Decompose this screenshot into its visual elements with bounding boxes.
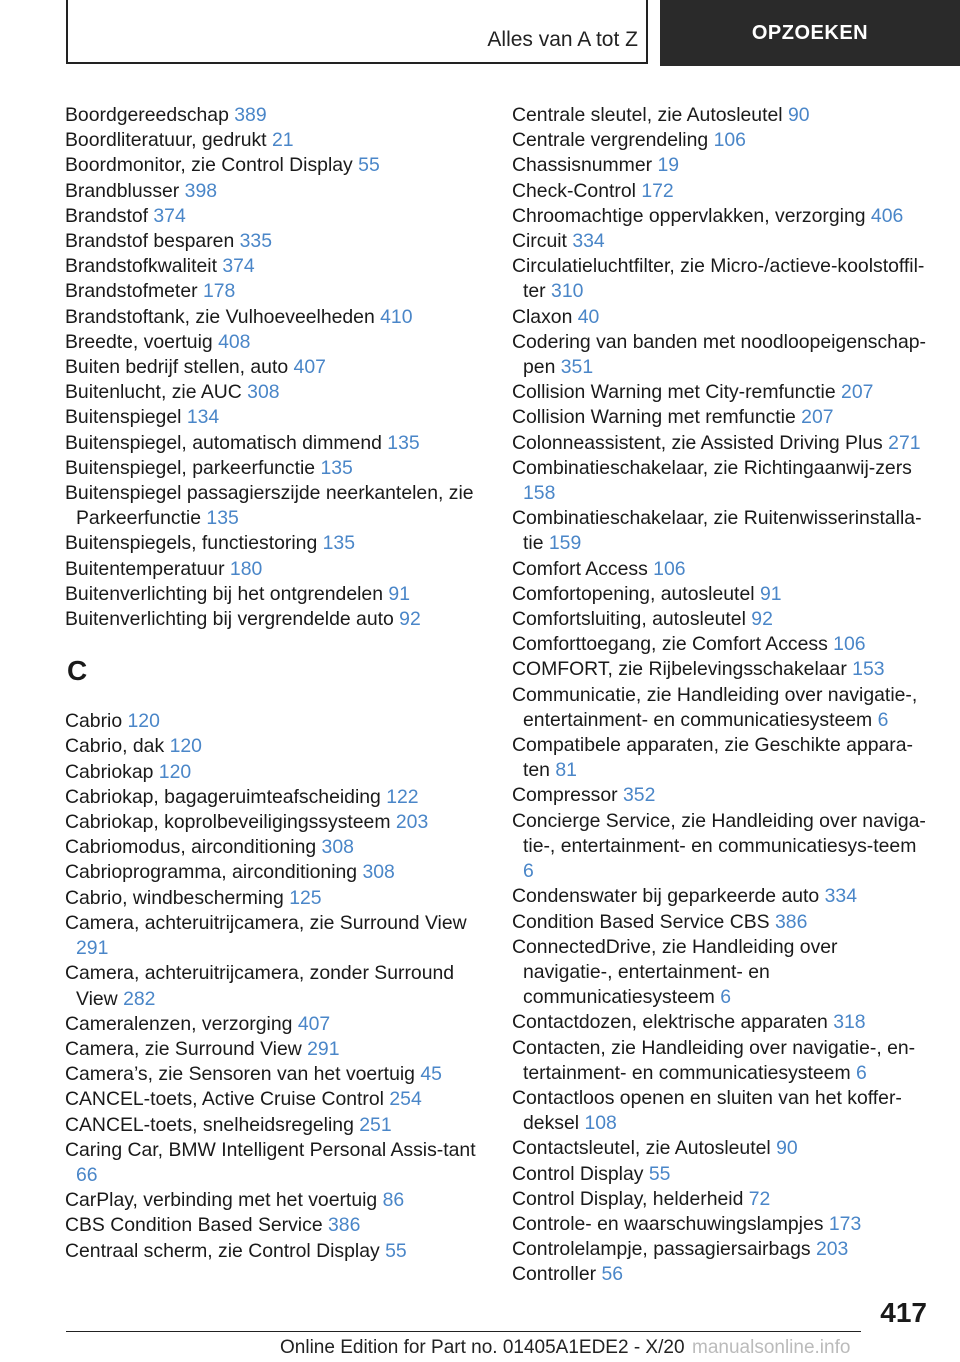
page-number: 417: [880, 1297, 927, 1328]
index-entry-text: Brandstof besparen: [65, 230, 235, 253]
index-entry: [512, 330, 932, 380]
page-reference-link[interactable]: 406: [870, 204, 904, 227]
page-reference-link[interactable]: 407: [297, 1012, 331, 1035]
index-entry-text: Contactsleutel, zie Autosleutel: [512, 1137, 771, 1160]
index-entry: [512, 128, 932, 153]
page-reference-link[interactable]: 374: [222, 255, 255, 278]
index-entry-text: Cabrio: [65, 710, 123, 733]
index-entry: [65, 431, 495, 456]
page-reference-link[interactable]: 352: [623, 784, 656, 807]
page-reference-link[interactable]: 135: [322, 532, 355, 555]
index-entry: [512, 1212, 932, 1237]
index-entry: [512, 506, 932, 556]
index-entry: [512, 405, 932, 430]
index-entry-text: Brandstoftank, zie Vulhoeveelheden: [65, 305, 375, 328]
page-reference-link[interactable]: 122: [386, 785, 419, 808]
index-entry: [65, 709, 495, 734]
page-reference-link[interactable]: 91: [388, 582, 410, 605]
page-reference-link[interactable]: 335: [239, 230, 272, 253]
index-entry-text: Codering van banden met noodloopeigenschap-pen: [512, 330, 926, 379]
index-entry-text: Collision Warning met City-remfunctie: [512, 381, 836, 404]
index-entry: [65, 204, 495, 229]
index-entry-text: Buitenspiegel passagierszijde neerkantelen, zie Parkeerfunctie: [65, 482, 474, 530]
index-entry-text: Controlelampje, passagiersairbags: [512, 1238, 811, 1261]
index-entry-text: Camera, zie Surround View: [65, 1037, 302, 1060]
index-entry: [512, 1262, 932, 1287]
page-reference-link[interactable]: 398: [184, 179, 218, 202]
page-reference-link[interactable]: 134: [186, 406, 220, 429]
index-entry: [512, 153, 932, 178]
index-entry: [512, 657, 932, 682]
page-header: [0, 0, 960, 66]
page-reference-link[interactable]: 6: [856, 1061, 867, 1084]
page-reference-link[interactable]: 6: [877, 708, 889, 731]
index-letter-heading: C: [67, 655, 88, 687]
index-entry-text: Cabrioprogramma, airconditioning: [65, 861, 358, 884]
index-entry: [65, 305, 495, 330]
index-entry-text: Concierge Service, zie Handleiding over naviga-tie-, entertainment- en communicatiesys-teem: [512, 809, 926, 857]
index-entry: [512, 582, 932, 607]
index-entry-text: Brandstofmeter: [65, 280, 198, 303]
index-entry-text: Cabrio, windbescherming: [65, 886, 284, 909]
index-entry: [65, 582, 495, 607]
index-entry-text: Condition Based Service CBS: [512, 910, 770, 933]
index-entry-text: Claxon: [512, 305, 573, 328]
index-entry-text: Buitenlucht, zie AUC: [65, 381, 242, 404]
page-reference-link[interactable]: 153: [852, 658, 885, 681]
index-entry-text: CANCEL-toets, Active Cruise Control: [65, 1088, 384, 1111]
index-entry: [512, 1237, 932, 1262]
index-entry: [512, 456, 932, 506]
index-entry-text: Combinatieschakelaar, zie Richtingaanwij-zers: [512, 456, 912, 479]
index-entry-text: Centraal scherm, zie Control Display: [65, 1239, 380, 1262]
index-entry-text: Cabriokap: [65, 760, 154, 783]
index-entry: [65, 607, 495, 632]
index-entry-text: CANCEL-toets, snelheidsregeling: [65, 1113, 354, 1136]
index-entry-text: Compressor: [512, 784, 618, 807]
index-entry: [512, 305, 932, 330]
page-reference-link[interactable]: 19: [657, 154, 680, 177]
page-footer: [0, 1337, 960, 1362]
page-reference-link[interactable]: 351: [560, 356, 594, 379]
index-entry: [512, 733, 932, 783]
index-entry-text: Circulatieluchtfilter, zie Micro-/actieve-koolstoffil-ter: [512, 255, 925, 303]
footer-edition-text: Online Edition for Part no. 01405A1EDE2 - X/20: [280, 1337, 685, 1358]
index-entry-text: Colonneassistent, zie Assisted Driving Plus: [512, 431, 883, 454]
page-reference-link[interactable]: 407: [293, 356, 326, 379]
index-entry-text: Comfortsluiting, autosleutel: [512, 608, 746, 631]
index-entry: [65, 456, 495, 481]
page-reference-link[interactable]: 310: [551, 280, 584, 303]
page-reference-link[interactable]: 207: [801, 406, 834, 429]
index-entry: [65, 810, 495, 835]
index-entry-text: Centrale sleutel, zie Autosleutel: [512, 104, 783, 126]
index-entry: [512, 1162, 932, 1187]
page-reference-link[interactable]: 106: [653, 557, 686, 580]
index-entry: [512, 557, 932, 582]
index-entry-text: Communicatie, zie Handleiding over navigatie-, entertainment- en communicatiesysteem: [512, 683, 918, 731]
index-entry: [65, 1062, 495, 1087]
index-entry: [512, 1010, 932, 1035]
index-entry-text: Comforttoegang, zie Comfort Access: [512, 633, 828, 656]
index-entry-text: Boordmonitor, zie Control Display: [65, 154, 353, 177]
page-reference-link[interactable]: 308: [362, 861, 395, 884]
index-entry-text: Cameralenzen, verzorging: [65, 1012, 293, 1035]
index-entry-text: Check-Control: [512, 179, 636, 202]
index-entry: [65, 254, 495, 279]
index-entry-text: COMFORT, zie Rijbelevingsschakelaar: [512, 658, 847, 681]
index-entry: [65, 557, 495, 582]
page-reference-link[interactable]: 308: [247, 381, 280, 404]
index-entry-text: CBS Condition Based Service: [65, 1214, 323, 1237]
index-entry-text: Cabriokap, koprolbeveiligingssysteem: [65, 811, 391, 834]
page-reference-link[interactable]: 334: [824, 885, 857, 908]
index-entry: [65, 355, 495, 380]
index-entry-text: Controle- en waarschuwingslampjes: [512, 1212, 824, 1235]
index-entry: [65, 1087, 495, 1112]
index-entry: [65, 860, 495, 885]
index-entry-text: Brandstof: [65, 204, 148, 227]
page-reference-link[interactable]: 408: [218, 330, 251, 353]
index-entry: [512, 632, 932, 657]
index-entry: [512, 1136, 932, 1161]
index-entry: [65, 531, 495, 556]
index-entry: [65, 153, 495, 178]
index-entry: [65, 128, 495, 153]
index-entry-text: Controller: [512, 1263, 597, 1286]
page-reference-link[interactable]: 203: [395, 811, 429, 834]
index-entry: [512, 254, 932, 304]
index-entry-text: Caring Car, BMW Intelligent Personal Assis-tant: [65, 1138, 476, 1161]
index-entry-text: Collision Warning met remfunctie: [512, 406, 796, 429]
index-entry: [65, 279, 495, 304]
page-reference-link[interactable]: 308: [321, 836, 354, 859]
index-entry-text: Buitenspiegel, parkeerfunctie: [65, 456, 316, 479]
index-entry: [512, 103, 932, 128]
index-entry: [512, 809, 932, 885]
index-entry-text: Contactloos openen en sluiten van het koffer-deksel: [512, 1086, 902, 1135]
index-column-right: [512, 103, 932, 1288]
page-reference-link[interactable]: 172: [641, 179, 674, 202]
index-entry-text: Cabriomodus, airconditioning: [65, 836, 317, 859]
index-entry-text: Chroomachtige oppervlakken, verzorging: [512, 204, 866, 227]
index-entry-text: Buitenverlichting bij het ontgrendelen: [65, 582, 384, 605]
page-reference-link[interactable]: 180: [229, 557, 263, 580]
page-reference-link[interactable]: 125: [289, 886, 322, 909]
index-entry-text: ConnectedDrive, zie Handleiding over navigatie-, entertainment- en communicatiesysteem: [512, 935, 838, 1009]
index-entry-text: Cabriokap, bagageruimteafscheiding: [65, 785, 381, 808]
page-reference-link[interactable]: 81: [555, 759, 577, 782]
page-reference-link[interactable]: 91: [759, 582, 782, 605]
index-entry-text: Condenswater bij geparkeerde auto: [512, 885, 820, 908]
page-reference-link[interactable]: 410: [380, 305, 413, 328]
index-entry-text: Control Display: [512, 1162, 644, 1185]
footer-watermark: manualsonline.info: [692, 1337, 851, 1358]
index-entry: [65, 1213, 495, 1238]
index-entry-text: Breedte, voertuig: [65, 330, 213, 353]
page-reference-link[interactable]: 106: [833, 633, 866, 656]
index-entry-text: Camera’s, zie Sensoren van het voertuig: [65, 1063, 415, 1086]
index-entry: [65, 1012, 495, 1037]
index-entry: [65, 179, 495, 204]
page-reference-link[interactable]: 389: [234, 104, 267, 126]
index-entry-text: Centrale vergrendeling: [512, 129, 709, 152]
index-entry: [65, 911, 495, 961]
index-entry-text: Camera, achteruitrijcamera, zie Surround View: [65, 911, 467, 934]
index-entry: [512, 910, 932, 935]
section-title: Alles van A tot Z: [487, 28, 638, 51]
index-entry: [65, 1113, 495, 1138]
page-reference-link[interactable]: 318: [833, 1011, 866, 1034]
index-entry: [512, 1036, 932, 1086]
page-reference-link[interactable]: 21: [271, 129, 294, 152]
index-entry-text: Comfort Access: [512, 557, 648, 580]
page-reference-link[interactable]: 56: [601, 1263, 624, 1286]
index-entry: [65, 1037, 495, 1062]
page-reference-link[interactable]: 207: [841, 381, 874, 404]
opzoeken-tab[interactable]: OPZOEKEN: [660, 0, 960, 66]
page-reference-link[interactable]: 120: [169, 735, 202, 758]
index-entry-text: Buitenspiegel: [65, 406, 182, 429]
index-entry: [512, 1086, 932, 1136]
page-reference-link[interactable]: 40: [577, 305, 600, 328]
page-reference-link[interactable]: 135: [320, 456, 353, 479]
page-reference-link[interactable]: 55: [385, 1239, 407, 1262]
page-reference-link[interactable]: 90: [776, 1137, 798, 1160]
page-reference-link[interactable]: 66: [76, 1163, 98, 1186]
page-reference-link[interactable]: 135: [387, 431, 420, 454]
index-entry: [65, 785, 495, 810]
page-reference-link[interactable]: 120: [158, 760, 192, 783]
index-entry-text: Buitenverlichting bij vergrendelde auto: [65, 608, 394, 631]
page-reference-link[interactable]: 374: [153, 204, 186, 227]
index-entry: [65, 1138, 495, 1188]
page-reference-link[interactable]: 92: [751, 608, 773, 631]
index-entry-text: Brandblusser: [65, 179, 180, 202]
index-entry-text: Buitentemperatuur: [65, 557, 225, 580]
page-reference-link[interactable]: 386: [775, 910, 808, 933]
page-reference-link[interactable]: 386: [328, 1214, 361, 1237]
page-reference-link[interactable]: 55: [358, 154, 380, 177]
index-entry: [65, 481, 495, 531]
page-reference-link[interactable]: 92: [399, 608, 421, 631]
index-entry: [512, 683, 932, 733]
index-entry: [512, 179, 932, 204]
index-entry: [512, 935, 932, 1011]
page-reference-link[interactable]: 106: [713, 129, 746, 152]
index-entry-text: Buitenspiegel, automatisch dimmend: [65, 431, 382, 454]
page-reference-link[interactable]: 334: [572, 230, 605, 253]
index-entry-text: Combinatieschakelaar, zie Ruitenwisserinstalla-tie: [512, 507, 922, 555]
index-entry: [512, 783, 932, 808]
index-entry: [65, 229, 495, 254]
page-reference-link[interactable]: 291: [76, 937, 109, 960]
page-reference-link[interactable]: 173: [828, 1212, 862, 1235]
page-reference-link[interactable]: 291: [307, 1037, 340, 1060]
index-entry: [512, 1187, 932, 1212]
page-reference-link[interactable]: 72: [748, 1187, 771, 1210]
index-entry: [512, 431, 932, 456]
index-entry-text: Compatibele apparaten, zie Geschikte appara-ten: [512, 734, 913, 782]
index-entry: [65, 1239, 495, 1264]
page-reference-link[interactable]: 6: [523, 860, 534, 883]
page-reference-link[interactable]: 203: [815, 1238, 849, 1261]
index-entry: [65, 835, 495, 860]
index-entry-text: Control Display, helderheid: [512, 1187, 744, 1210]
index-entry: [65, 734, 495, 759]
page-reference-link[interactable]: 90: [787, 104, 810, 126]
index-entry-text: Cabrio, dak: [65, 735, 165, 758]
index-entry: [65, 886, 495, 911]
index-entry: [65, 760, 495, 785]
page-reference-link[interactable]: 282: [123, 987, 156, 1010]
index-entry-text: Camera, achteruitrijcamera, zonder Surround View: [65, 962, 455, 1010]
page-reference-link[interactable]: 159: [548, 532, 582, 555]
index-column-left: [65, 103, 495, 1264]
page-reference-link[interactable]: 45: [420, 1063, 442, 1086]
index-entry-text: Comfortopening, autosleutel: [512, 582, 755, 605]
index-entry-text: Brandstofkwaliteit: [65, 255, 217, 278]
index-entry: [65, 961, 495, 1011]
index-entry: [512, 380, 932, 405]
index-entry: [65, 103, 495, 128]
index-entry-text: Boordliteratuur, gedrukt: [65, 129, 267, 152]
index-entry-text: Chassisnummer: [512, 154, 653, 177]
index-entry: [512, 884, 932, 909]
page-reference-link[interactable]: 254: [389, 1088, 422, 1111]
page-reference-link[interactable]: 271: [888, 431, 921, 454]
page-reference-link[interactable]: 6: [720, 986, 732, 1009]
index-entry: [65, 330, 495, 355]
page-reference-link[interactable]: 108: [584, 1112, 617, 1135]
page-reference-link[interactable]: 135: [206, 507, 239, 530]
page-reference-link[interactable]: 178: [202, 280, 236, 303]
index-entry-text: Buitenspiegels, functiestoring: [65, 532, 318, 555]
index-entry-text: CarPlay, verbinding met het voertuig: [65, 1189, 378, 1212]
page-reference-link[interactable]: 158: [523, 482, 556, 505]
index-entry-text: Contactdozen, elektrische apparaten: [512, 1011, 828, 1034]
index-entry: [65, 405, 495, 430]
index-entry-text: Boordgereedschap: [65, 104, 229, 126]
index-entry: [65, 380, 495, 405]
index-entry: [512, 607, 932, 632]
page-reference-link[interactable]: 120: [127, 710, 160, 733]
index-entry-text: Buiten bedrijf stellen, auto: [65, 356, 289, 379]
page-reference-link[interactable]: 86: [382, 1189, 405, 1212]
index-entry: [512, 204, 932, 229]
page-reference-link[interactable]: 55: [648, 1162, 671, 1185]
index-entry: [65, 1188, 495, 1213]
page-reference-link[interactable]: 251: [359, 1113, 392, 1136]
index-entry: [512, 229, 932, 254]
index-entry-text: Circuit: [512, 230, 567, 253]
footer-divider: [66, 1331, 861, 1332]
index-entry-text: Contacten, zie Handleiding over navigatie-, en-tertainment- en communicatiesysteem: [512, 1036, 916, 1084]
